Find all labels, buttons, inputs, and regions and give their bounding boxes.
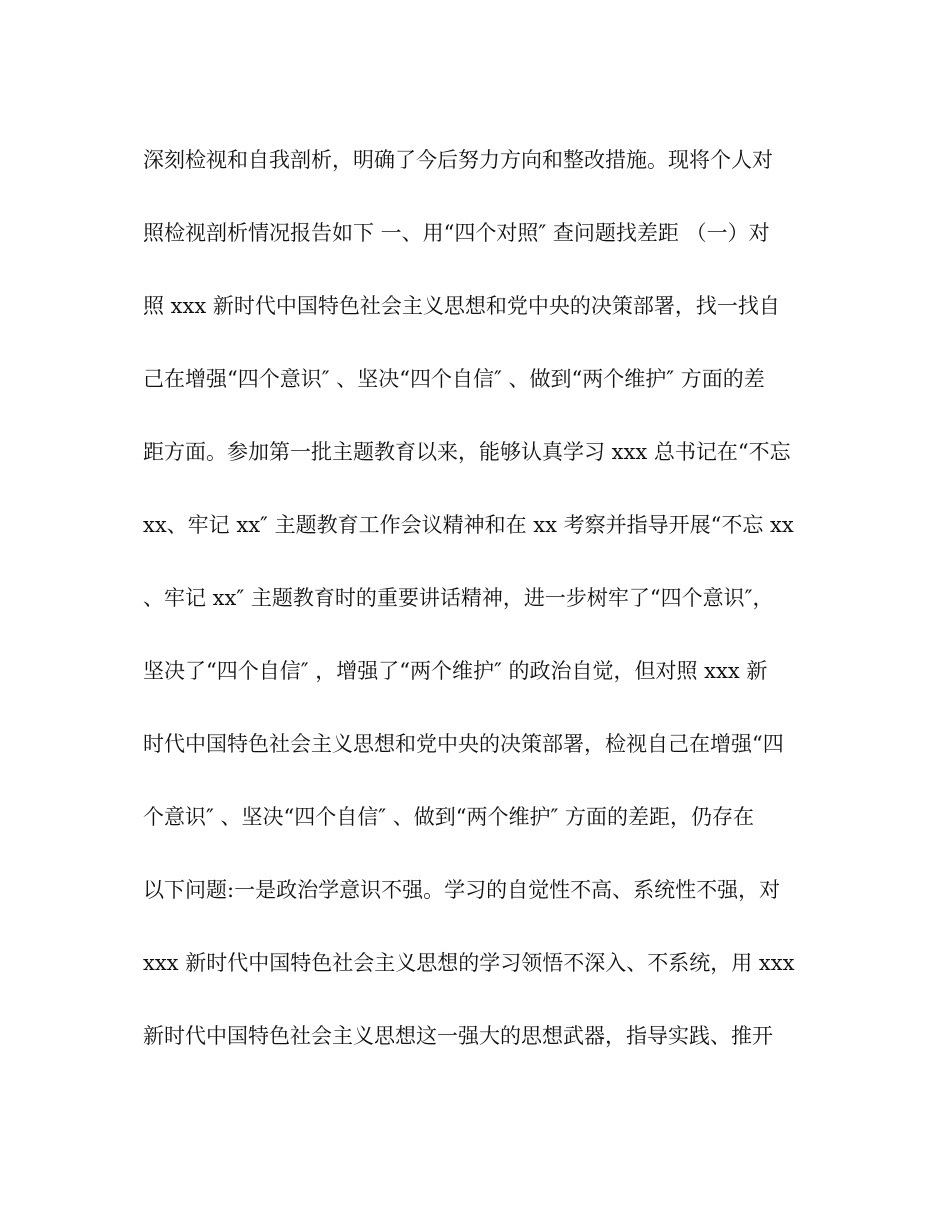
text-line-4: 己在增强“四个意识″ 、坚决“四个自信″ 、做到“两个维护″ 方面的差 bbox=[143, 367, 765, 391]
text-line-1: 深刻检视和自我剖析，明确了今后努力方向和整改措施。现将个人对 bbox=[143, 148, 773, 172]
text-line-13: 新时代中国特色社会主义思想这一强大的思想武器，指导实践、推开 bbox=[143, 1024, 773, 1048]
text-line-9: 时代中国特色社会主义思想和党中央的决策部署，检视自己在增强“四 bbox=[143, 732, 784, 756]
text-line-8: 坚决了“四个自信″ ，增强了“两个维护″ 的政治自觉，但对照 xxx 新 bbox=[143, 659, 768, 683]
text-line-7: 、牢记 xx″ 主题教育时的重要讲话精神，进一步树牢了“四个意识″， bbox=[143, 586, 774, 610]
body-text bbox=[143, 136, 808, 1085]
text-line-6: xx、牢记 xx″ 主题教育工作会议精神和在 xx 考察并指导开展“不忘 xx bbox=[143, 513, 794, 537]
text-line-10: 个意识″ 、坚决“四个自信″ 、做到“两个维护″ 方面的差距，仍存在 bbox=[143, 805, 755, 829]
text-line-2: 照检视剖析情况报告如下 一、用“四个对照″ 查问题找差距 （一）对 bbox=[143, 221, 770, 245]
text-line-3: 照 xxx 新时代中国特色社会主义思想和党中央的决策部署，找一找自 bbox=[143, 294, 780, 318]
text-line-11: 以下问题:一是政治学意识不强。学习的自觉性不高、系统性不强，对 bbox=[143, 878, 781, 902]
text-line-12: xxx 新时代中国特色社会主义思想的学习领悟不深入、不系统，用 xxx bbox=[143, 951, 795, 975]
text-line-5: 距方面。参加第一批主题教育以来，能够认真学习 xxx 总书记在“不忘 bbox=[143, 440, 791, 464]
